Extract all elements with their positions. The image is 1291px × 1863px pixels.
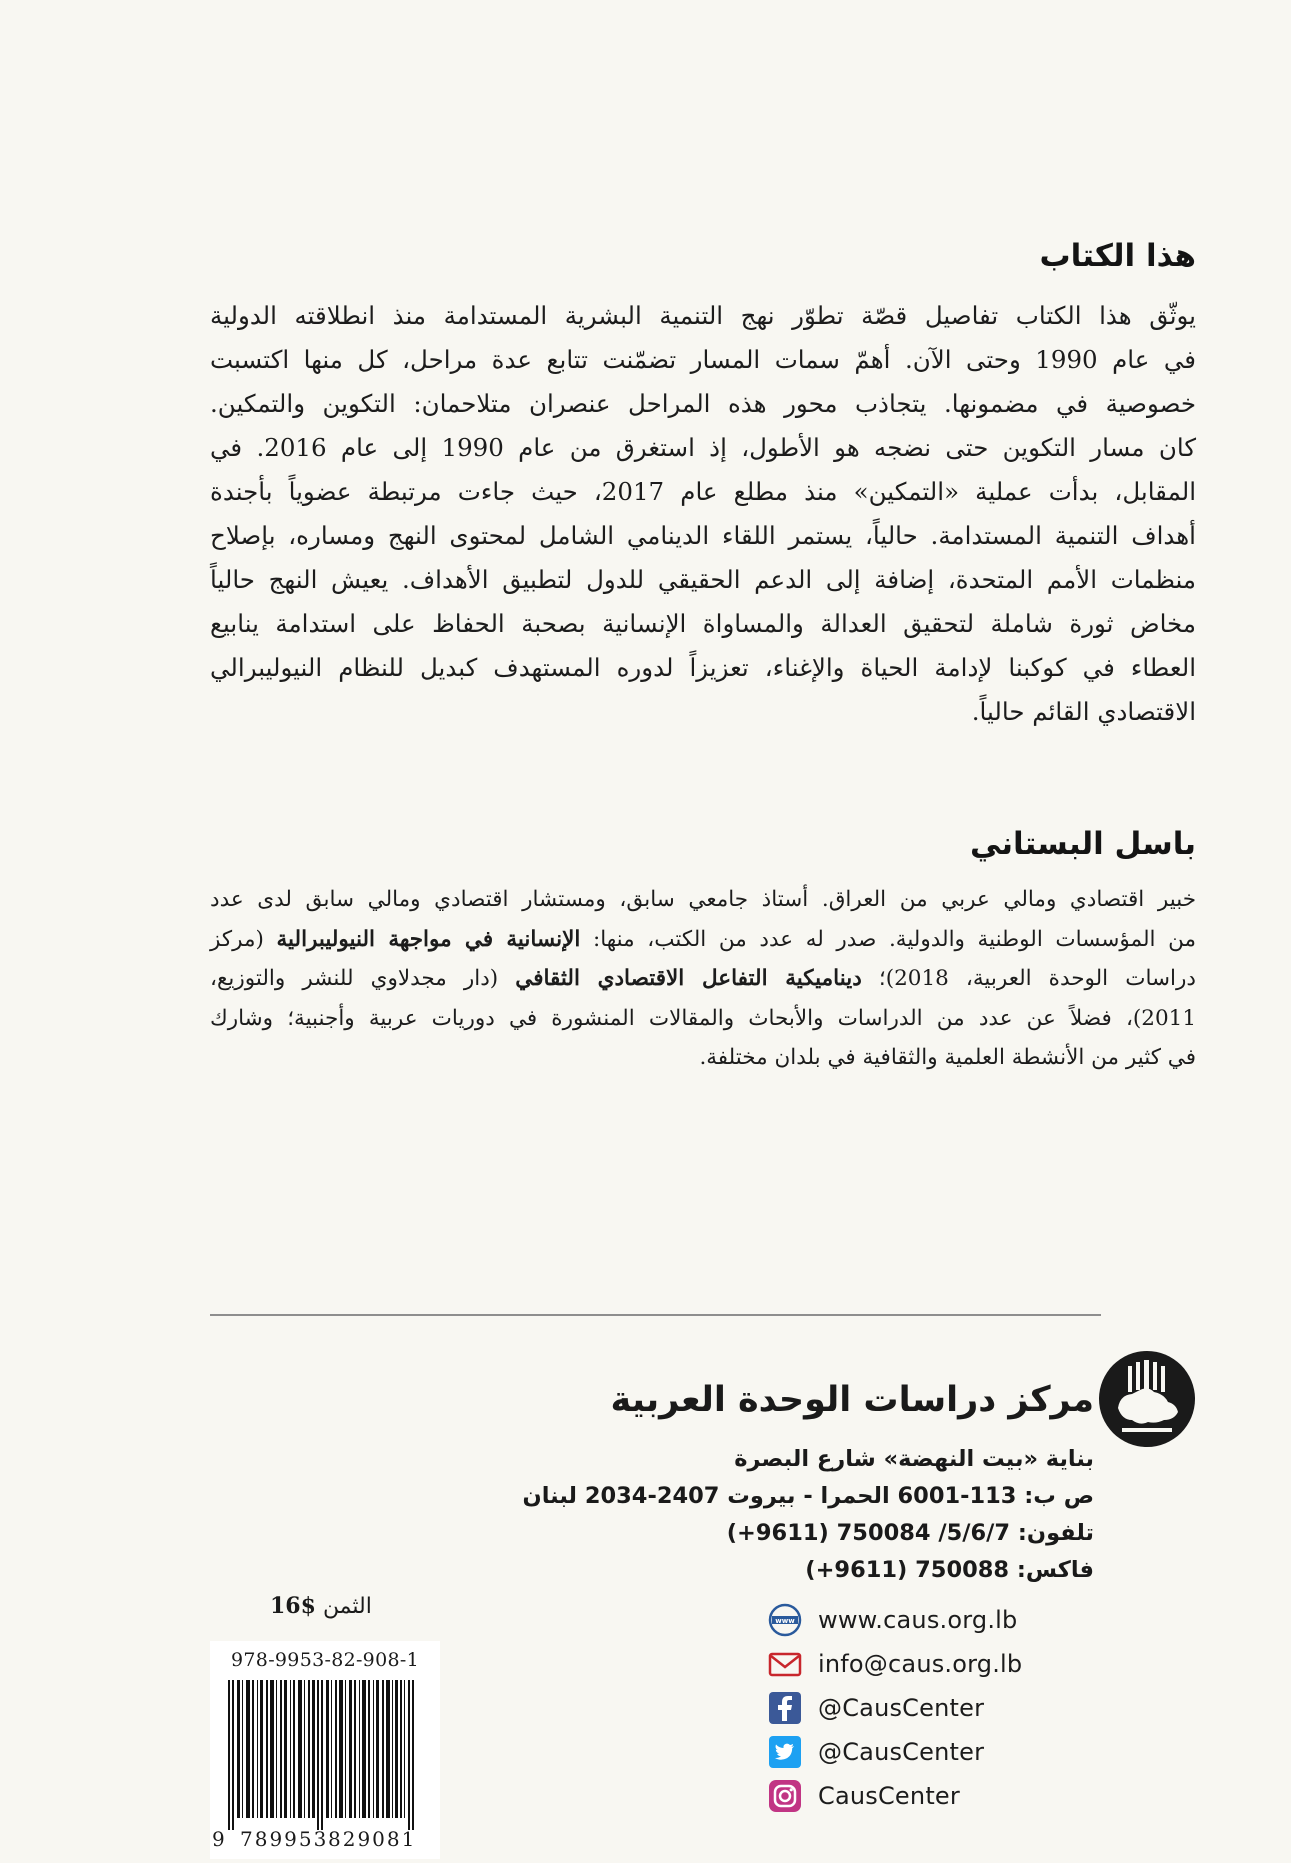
facebook-handle[interactable]: @CausCenter <box>818 1694 985 1722</box>
divider <box>210 1314 1101 1316</box>
about-line: مخاض ثورة شاملة لتحقيق العدالة والمساواة الإنسانية بصحبة الحفاظ على استدامة ينابيع <box>210 609 1196 638</box>
phone-value: (+9611) 750084 /5/6/7 <box>726 1520 1011 1546</box>
author-line: خبير اقتصادي ومالي عربي من العراق. أستاذ جامعي سابق، ومستشار اقتصادي ومالي سابق لدى عدد <box>210 887 1196 912</box>
author-paragraph <box>210 880 1196 1078</box>
barcode-digit: 9 <box>212 1827 225 1851</box>
po-label: ص ب: <box>1016 1483 1094 1509</box>
po-value: 113-6001 الحمرا - بيروت 2407-2034 لبنان <box>522 1483 1017 1509</box>
barcode <box>210 1641 440 1859</box>
author-line <box>210 920 1196 960</box>
website-icon <box>768 1603 802 1637</box>
about-line: خصوصية في مضمونها. يتجاذب محور هذه المراحل عنصران متلاحمان: التكوين والتمكين. <box>210 389 1196 418</box>
barcode-digit-group: 789953 <box>240 1827 329 1851</box>
fax <box>805 1557 1094 1583</box>
email-row[interactable] <box>768 1646 1022 1682</box>
instagram-row[interactable] <box>768 1778 960 1814</box>
publisher-logo-icon <box>1098 1350 1196 1448</box>
fax-label: فاكس: <box>1009 1557 1094 1583</box>
author-text: (دار مجدلاوي للنشر والتوزيع، <box>210 966 516 991</box>
book-title: الإنسانية في مواجهة النيوليبرالية <box>276 926 581 952</box>
phone <box>727 1520 1094 1546</box>
about-line: المقابل، بدأت عملية «التمكين» منذ مطلع عام 2017، حيث جاءت مرتبطة عضوياً بأجندة <box>210 477 1196 506</box>
phone-label: تلفون: <box>1010 1520 1094 1546</box>
email-icon <box>768 1647 802 1681</box>
twitter-handle[interactable]: @CausCenter <box>818 1738 985 1766</box>
website-link[interactable]: www.caus.org.lb <box>818 1606 1018 1634</box>
author-line: في كثير من الأنشطة العلمية والثقافية في بلدان مختلفة. <box>699 1045 1196 1070</box>
barcode-digit-group: 829081 <box>328 1827 417 1851</box>
author-line <box>210 959 1196 999</box>
facebook-row[interactable] <box>768 1690 984 1726</box>
author-text: (مركز <box>210 926 277 952</box>
isbn: 978-9953-82-908-1 <box>231 1649 419 1671</box>
price-value: $16 <box>270 1593 316 1619</box>
book-title: ديناميكية التفاعل الاقتصادي الثقافي <box>515 966 862 991</box>
instagram-handle[interactable]: CausCenter <box>818 1782 960 1810</box>
barcode-bars <box>228 1680 422 1830</box>
author-text: من المؤسسات الوطنية والدولية. صدر له عدد من الكتب، منها: <box>580 926 1196 952</box>
price-label: الثمن <box>322 1594 372 1619</box>
author-heading: باسل البستاني <box>970 826 1196 862</box>
publisher-address: بناية «بيت النهضة» شارع البصرة <box>734 1446 1094 1472</box>
about-paragraph <box>210 294 1196 734</box>
about-line: في عام 1990 وحتى الآن. أهمّ سمات المسار تضمّنت تتابع عدة مراحل، كل منها اكتسبت <box>210 345 1196 374</box>
svg-text:www: www <box>775 1617 795 1625</box>
twitter-row[interactable] <box>768 1734 984 1770</box>
fax-value: (+9611) 750088 <box>805 1557 1010 1583</box>
facebook-icon <box>768 1691 802 1725</box>
price <box>270 1593 372 1619</box>
about-heading: هذا الكتاب <box>1039 238 1196 274</box>
instagram-icon <box>768 1779 802 1813</box>
about-line: العطاء في كوكبنا لإدامة الحياة والإغناء، تعزيزاً لدوره المستهدف كبديل للنظام النيوليبرالي <box>210 653 1196 682</box>
author-line: 2011)، فضلاً عن عدد من الدراسات والأبحاث والمقالات المنشورة في دوريات عربية وأجنبية؛ وشارك <box>210 1005 1196 1031</box>
website-row[interactable] <box>768 1602 1017 1638</box>
about-line: منظمات الأمم المتحدة، إضافة إلى الدعم الحقيقي للدول لتطبيق الأهداف. يعيش النهج حالياً <box>210 565 1196 594</box>
about-line: يوثّق هذا الكتاب تفاصيل قصّة تطوّر نهج التنمية البشرية المستدامة منذ انطلاقته الدولية <box>210 301 1196 330</box>
about-line: أهداف التنمية المستدامة. حالياً، يستمر اللقاء الدينامي الشامل لمحتوى النهج ومساره، بإصلاح <box>210 521 1196 550</box>
publisher-name: مركز دراسات الوحدة العربية <box>610 1380 1094 1420</box>
about-line: كان مسار التكوين حتى نضجه هو الأطول، إذ استغرق من عام 1990 إلى عام 2016. في <box>210 433 1196 462</box>
author-text: دراسات الوحدة العربية، 2018)؛ <box>861 966 1196 991</box>
twitter-icon <box>768 1735 802 1769</box>
po-box <box>523 1483 1094 1509</box>
email-link[interactable]: info@caus.org.lb <box>818 1650 1023 1678</box>
about-line: الاقتصادي القائم حالياً. <box>971 697 1196 726</box>
